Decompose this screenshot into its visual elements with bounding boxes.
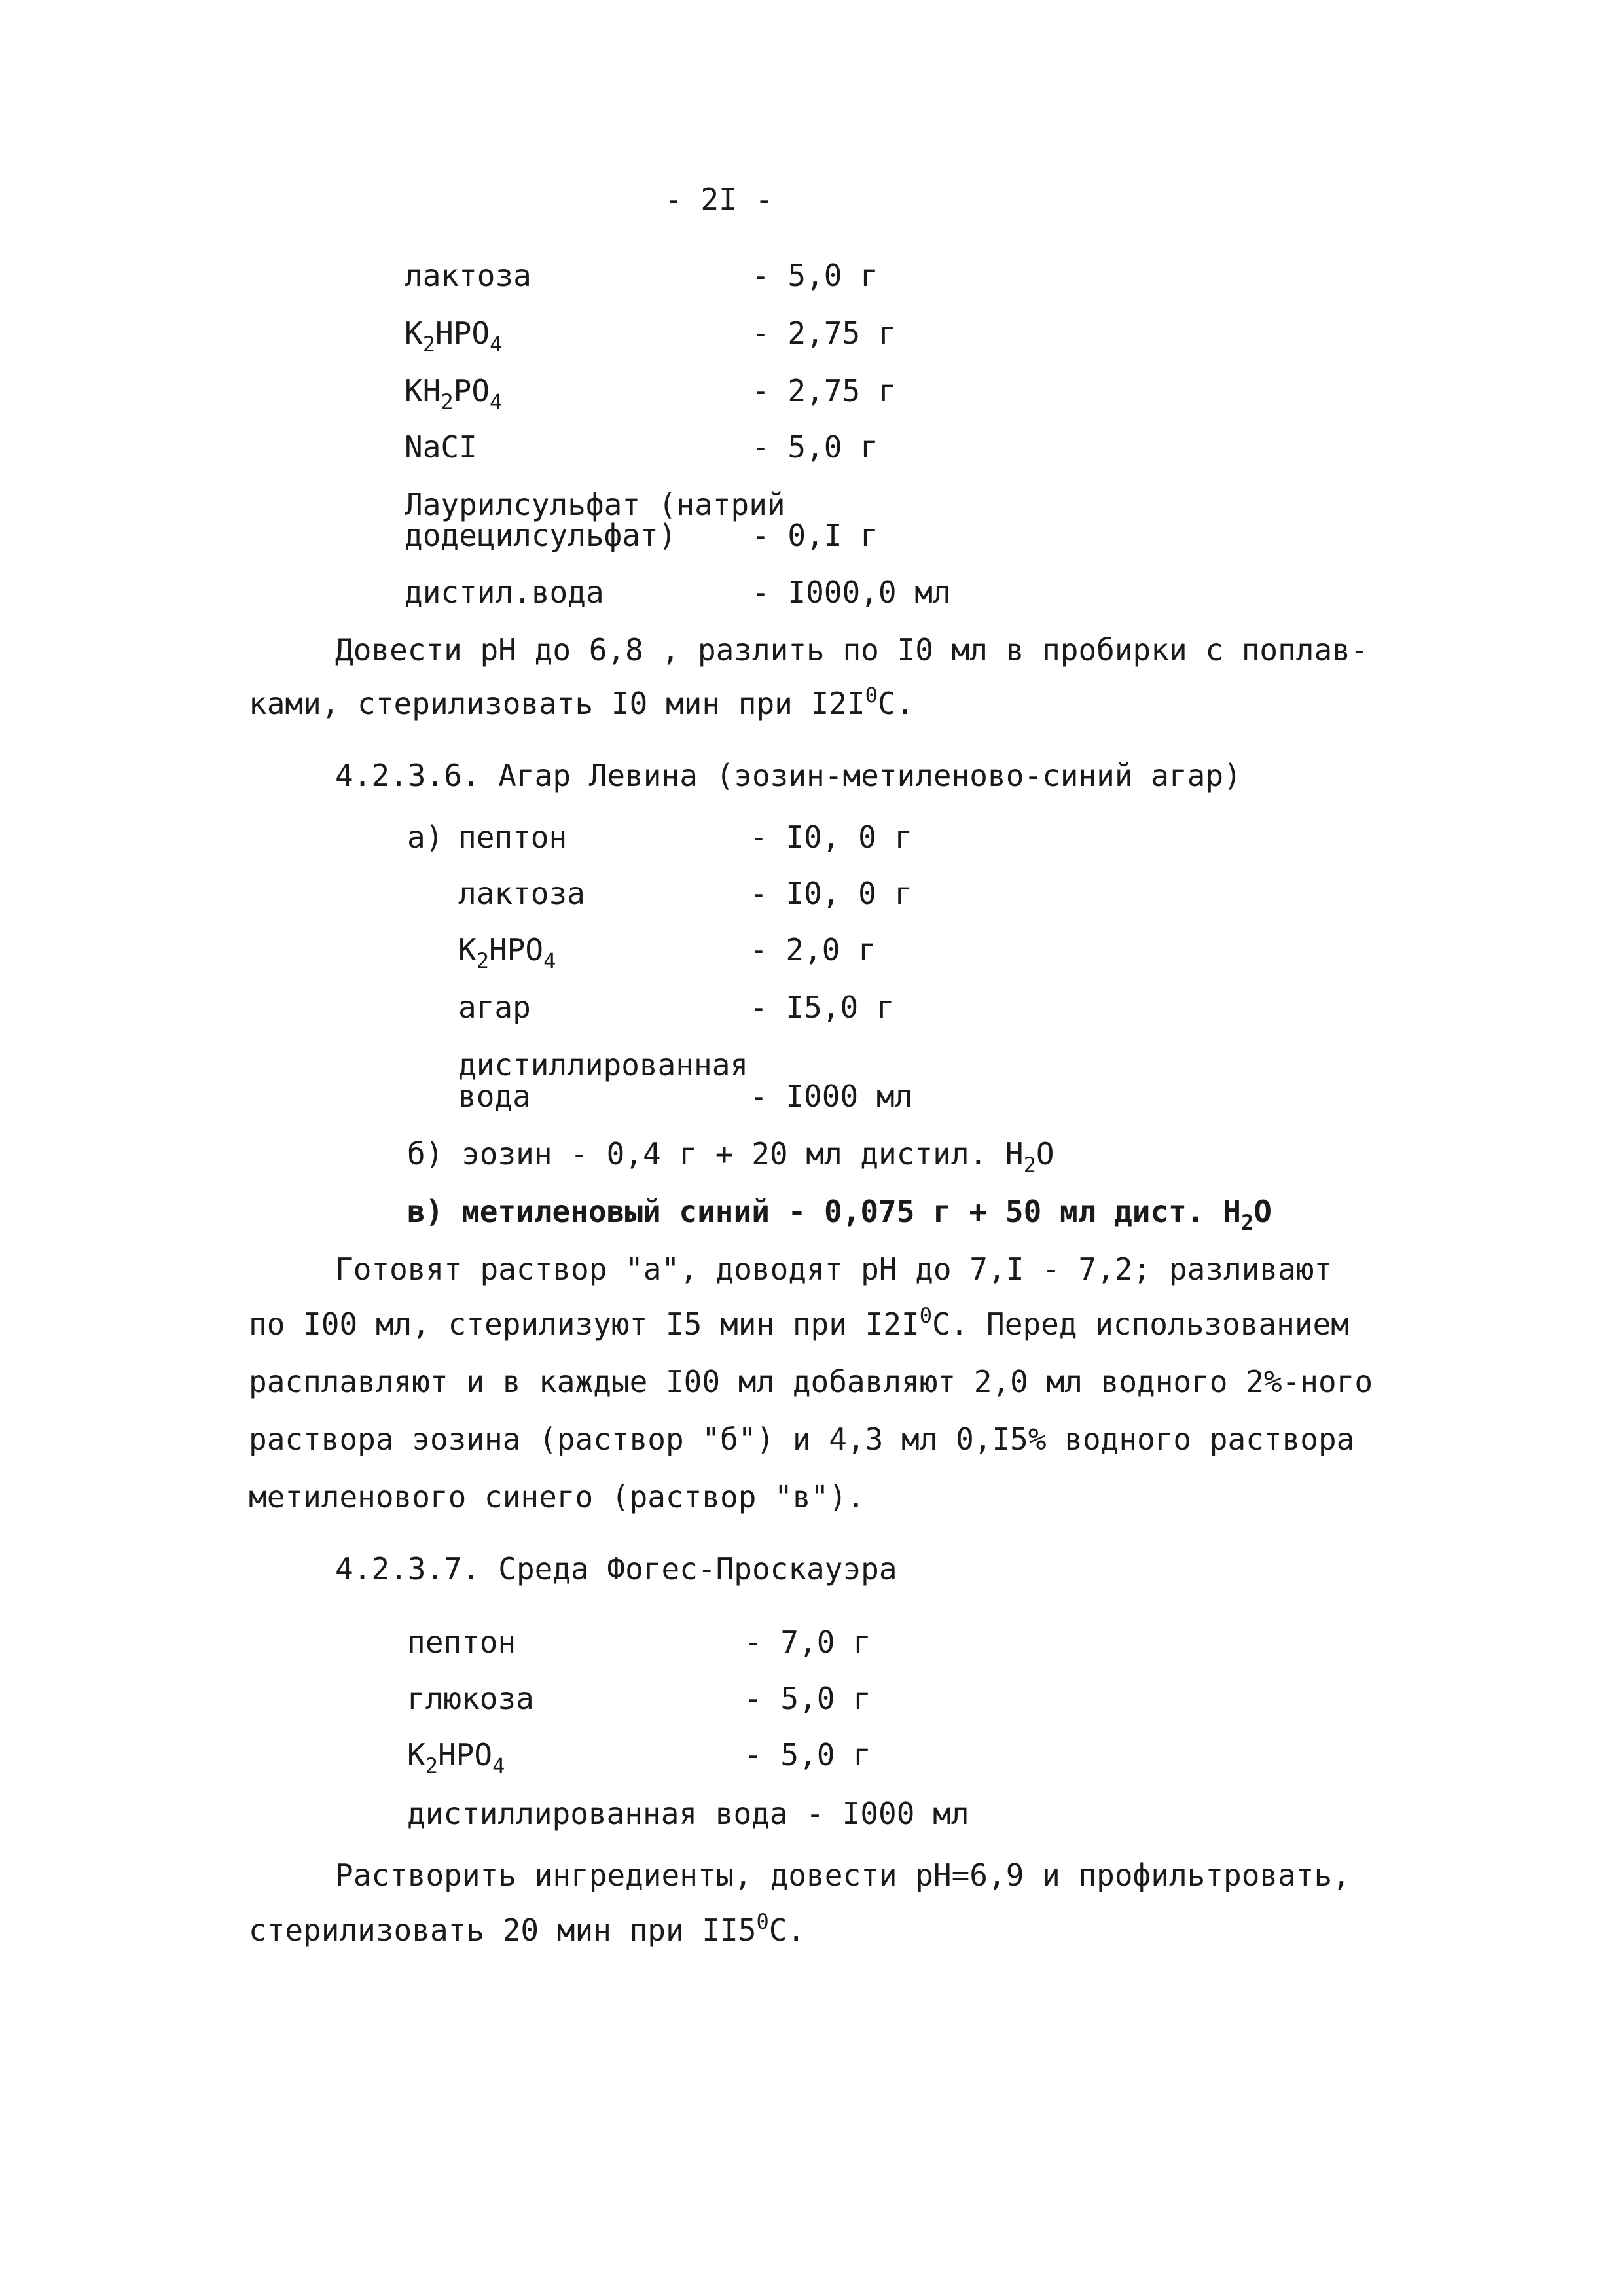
ingredient-formula: $KH_2PO_4$ (405, 373, 503, 414)
ingredient-amount: - I0, 0 г (749, 819, 913, 855)
item-b: б) эозин - 0,4 г + 20 мл дистил. $H_2O$ (407, 1136, 1054, 1177)
ingredient-amount: - I0, 0 г (749, 876, 913, 911)
paragraph-line: стерилизовать 20 мин при $II5^0C$. (249, 1909, 806, 1948)
item-prefix: а) (407, 819, 444, 855)
paragraph-line: метиленового синего (раствор "в"). (249, 1479, 865, 1515)
ingredient-formula: $K_2HPO_4$ (458, 932, 556, 973)
ingredient-amount: - 5,0 г (751, 258, 878, 293)
ingredient-name-line1: Лаурилсульфат (натрий (405, 487, 785, 522)
paragraph-line: ками, стерилизовать I0 мин при $I2I^0C$. (249, 683, 914, 721)
ingredient-name: агар (458, 990, 531, 1025)
ingredient-amount: - 0,I г (751, 518, 878, 553)
item-c: в) метиленовый синий - 0,075 г + 50 мл дист. $H_2O$ (407, 1194, 1272, 1235)
ingredient-name: пептон (407, 1624, 516, 1660)
ingredient-name-line2: вода (458, 1079, 531, 1114)
ingredient-amount: - 5,0 г (744, 1681, 871, 1716)
ingredient-name: NaCI (405, 429, 477, 465)
ingredient-name-line1: дистиллированная (458, 1047, 749, 1083)
paragraph-line: раствора эозина (раствор "б") и 4,3 мл 0,I5% водного раствора (249, 1422, 1355, 1457)
ingredient-amount: - 7,0 г (744, 1624, 871, 1660)
page-number: - 2I - (664, 182, 774, 217)
ingredient-name: лактоза (458, 876, 585, 911)
ingredient-name-line2: додецилсульфат) (405, 518, 677, 553)
ingredient-row-water: дистиллированная вода - I000 мл (407, 1796, 969, 1831)
ingredient-amount: - 5,0 г (744, 1737, 871, 1772)
ingredient-name: глюкоза (407, 1681, 534, 1716)
ingredient-formula: $K_2HPO_4$ (405, 315, 503, 357)
ingredient-amount: - I000 мл (749, 1079, 913, 1114)
section-heading: 4.2.3.6. Агар Левина (эозин-метиленово-синий агар) (335, 758, 1242, 793)
paragraph-line: Растворить ингредиенты, довести pH=6,9 и профильтровать, (335, 1857, 1350, 1893)
ingredient-amount: - I000,0 мл (751, 575, 951, 610)
section-heading: 4.2.3.7. Среда Фогес-Проскауэра (335, 1551, 897, 1587)
ingredient-name: пептон (458, 819, 568, 855)
ingredient-formula: $K_2HPO_4$ (407, 1737, 505, 1778)
ingredient-amount: - 5,0 г (751, 429, 878, 465)
paragraph-line: Довести pH до 6,8 , разлить по I0 мл в пробирки с поплав- (335, 632, 1369, 668)
ingredient-amount: - 2,75 г (751, 315, 897, 351)
ingredient-amount: - 2,0 г (749, 932, 876, 967)
paragraph-line: расплавляют и в каждые I00 мл добавляют 2,0 мл водного 2%-ного (249, 1364, 1373, 1399)
ingredient-amount: - I5,0 г (749, 990, 895, 1025)
paragraph-line: Готовят раствор "а", доводят pH до 7,I - 7,2; разливают (335, 1251, 1333, 1287)
ingredient-name: лактоза (405, 258, 532, 293)
paragraph-line: по I00 мл, стерилизуют I5 мин при $I2I^0C$. Перед использованием (249, 1303, 1349, 1342)
ingredient-name: дистил.вода (405, 575, 604, 610)
ingredient-amount: - 2,75 г (751, 373, 897, 408)
